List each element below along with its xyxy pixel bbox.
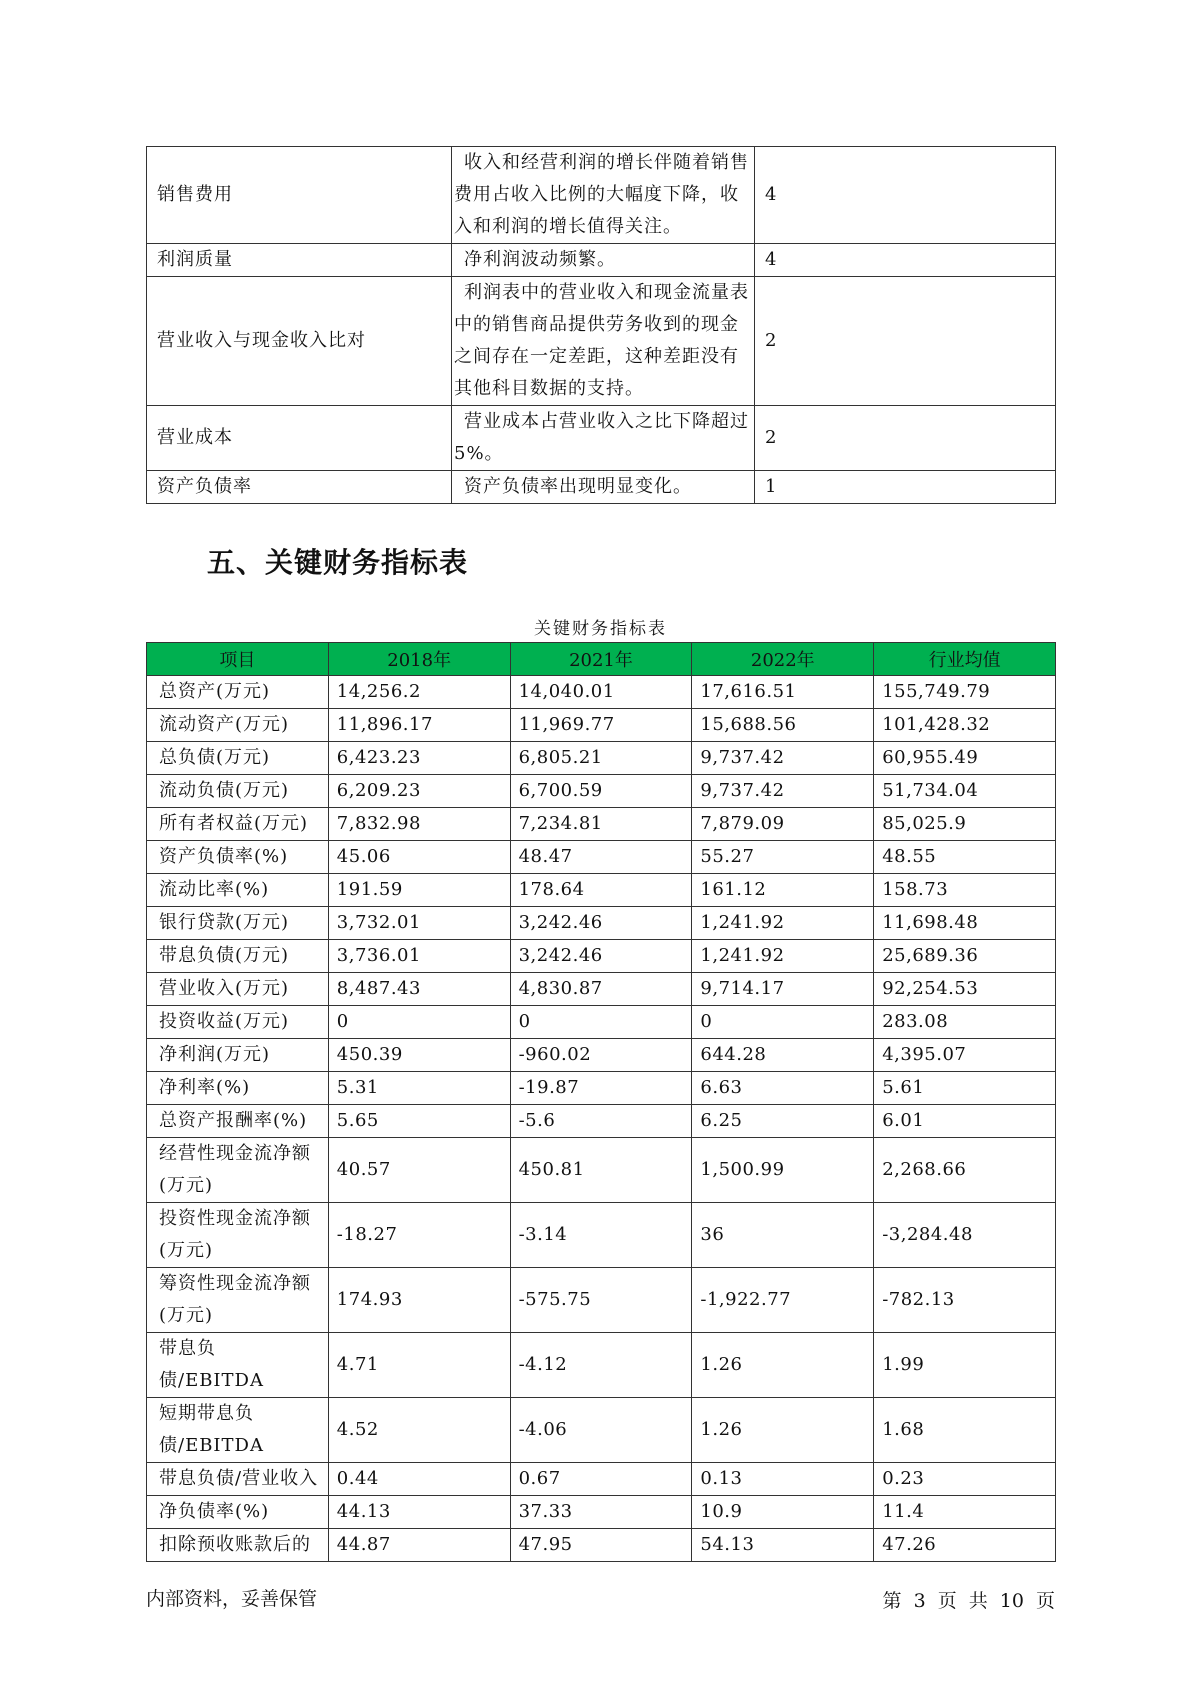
value-cell: 4.71	[328, 1333, 510, 1398]
value-cell: 174.93	[328, 1268, 510, 1333]
row-label-cell: 带息负债/EBITDA	[147, 1333, 329, 1398]
row-label-cell: 净负债率(%)	[147, 1496, 329, 1529]
value-cell: -3,284.48	[874, 1203, 1056, 1268]
table-row	[147, 775, 1056, 808]
value-cell: 4,830.87	[510, 973, 692, 1006]
value-cell: -18.27	[328, 1203, 510, 1268]
table-row	[147, 808, 1056, 841]
row-label-cell: 总负债(万元)	[147, 742, 329, 775]
value-cell: 1.26	[692, 1333, 874, 1398]
risk-item-cell: 营业收入与现金收入比对	[147, 277, 452, 406]
value-cell: 644.28	[692, 1039, 874, 1072]
row-label-cell: 带息负债(万元)	[147, 940, 329, 973]
value-cell: 48.47	[510, 841, 692, 874]
value-cell: 11,896.17	[328, 709, 510, 742]
value-cell: 4.52	[328, 1398, 510, 1463]
risk-desc-cell: 营业成本占营业收入之比下降超过5%。	[452, 406, 755, 471]
value-cell: 9,714.17	[692, 973, 874, 1006]
value-cell: 7,879.09	[692, 808, 874, 841]
value-cell: 3,242.46	[510, 940, 692, 973]
risk-desc-cell: 净利润波动频繁。	[452, 244, 755, 277]
table-row	[147, 676, 1056, 709]
value-cell: 45.06	[328, 841, 510, 874]
value-cell: -19.87	[510, 1072, 692, 1105]
value-cell: 36	[692, 1203, 874, 1268]
value-cell: 450.39	[328, 1039, 510, 1072]
value-cell: 450.81	[510, 1138, 692, 1203]
risk-item-cell: 销售费用	[147, 147, 452, 244]
row-label-cell: 带息负债/营业收入	[147, 1463, 329, 1496]
value-cell: 44.13	[328, 1496, 510, 1529]
risk-item-cell: 资产负债率	[147, 471, 452, 504]
row-label-cell: 短期带息负债/EBITDA	[147, 1398, 329, 1463]
value-cell: 60,955.49	[874, 742, 1056, 775]
value-cell: 1,241.92	[692, 907, 874, 940]
value-cell: 6.01	[874, 1105, 1056, 1138]
value-cell: 9,737.42	[692, 742, 874, 775]
table-caption: 关键财务指标表	[534, 619, 667, 639]
value-cell: -4.06	[510, 1398, 692, 1463]
value-cell: 47.95	[510, 1529, 692, 1562]
value-cell: 158.73	[874, 874, 1056, 907]
value-cell: 101,428.32	[874, 709, 1056, 742]
value-cell: 1,500.99	[692, 1138, 874, 1203]
table-row	[147, 1039, 1056, 1072]
row-label-cell: 总资产报酬率(%)	[147, 1105, 329, 1138]
value-cell: 2,268.66	[874, 1138, 1056, 1203]
value-cell: 7,832.98	[328, 808, 510, 841]
value-cell: 40.57	[328, 1138, 510, 1203]
value-cell: 5.31	[328, 1072, 510, 1105]
row-label-cell: 经营性现金流净额(万元)	[147, 1138, 329, 1203]
table-row	[147, 147, 1056, 244]
value-cell: 6,209.23	[328, 775, 510, 808]
table-row	[147, 907, 1056, 940]
table-row	[147, 841, 1056, 874]
value-cell: 37.33	[510, 1496, 692, 1529]
table-row	[147, 277, 1056, 406]
footer-page-number: 第 3 页 共 10 页	[882, 1590, 1055, 1612]
table-row	[147, 1072, 1056, 1105]
risk-score-cell: 2	[755, 406, 1056, 471]
table-row	[147, 1463, 1056, 1496]
value-cell: 161.12	[692, 874, 874, 907]
table-row	[147, 1496, 1056, 1529]
row-label-cell: 投资收益(万元)	[147, 1006, 329, 1039]
value-cell: 1,241.92	[692, 940, 874, 973]
table-row	[147, 1006, 1056, 1039]
value-cell: 6,700.59	[510, 775, 692, 808]
value-cell: 0.13	[692, 1463, 874, 1496]
value-cell: 0.44	[328, 1463, 510, 1496]
value-cell: -782.13	[874, 1268, 1056, 1333]
value-cell: 1.26	[692, 1398, 874, 1463]
table-row	[147, 1105, 1056, 1138]
row-label-cell: 总资产(万元)	[147, 676, 329, 709]
value-cell: -575.75	[510, 1268, 692, 1333]
row-label-cell: 资产负债率(%)	[147, 841, 329, 874]
value-cell: 10.9	[692, 1496, 874, 1529]
value-cell: 6,805.21	[510, 742, 692, 775]
value-cell: 15,688.56	[692, 709, 874, 742]
value-cell: 92,254.53	[874, 973, 1056, 1006]
value-cell: 14,040.01	[510, 676, 692, 709]
value-cell: 9,737.42	[692, 775, 874, 808]
value-cell: 51,734.04	[874, 775, 1056, 808]
value-cell: 5.65	[328, 1105, 510, 1138]
value-cell: 8,487.43	[328, 973, 510, 1006]
financial-indicators-table	[146, 642, 1056, 1562]
row-label-cell: 流动资产(万元)	[147, 709, 329, 742]
value-cell: 25,689.36	[874, 940, 1056, 973]
table-row	[147, 940, 1056, 973]
risk-item-cell: 利润质量	[147, 244, 452, 277]
table-header-row	[147, 643, 1056, 676]
value-cell: 6,423.23	[328, 742, 510, 775]
value-cell: -4.12	[510, 1333, 692, 1398]
row-label-cell: 筹资性现金流净额(万元)	[147, 1268, 329, 1333]
row-label-cell: 银行贷款(万元)	[147, 907, 329, 940]
value-cell: 6.63	[692, 1072, 874, 1105]
value-cell: 47.26	[874, 1529, 1056, 1562]
footer-confidential-note: 内部资料，妥善保管	[146, 1588, 318, 1610]
row-label-cell: 流动比率(%)	[147, 874, 329, 907]
row-label-cell: 营业收入(万元)	[147, 973, 329, 1006]
value-cell: 44.87	[328, 1529, 510, 1562]
section-heading: 五、关键财务指标表	[207, 546, 469, 579]
value-cell: 0.67	[510, 1463, 692, 1496]
table-row	[147, 1398, 1056, 1463]
table-row	[147, 973, 1056, 1006]
risk-desc-cell: 利润表中的营业收入和现金流量表中的销售商品提供劳务收到的现金之间存在一定差距，这种差距没有其他科目数据的支持。	[452, 277, 755, 406]
value-cell: 7,234.81	[510, 808, 692, 841]
column-header: 2018年	[328, 643, 510, 676]
risk-score-cell: 4	[755, 147, 1056, 244]
risk-item-cell: 营业成本	[147, 406, 452, 471]
value-cell: 11,969.77	[510, 709, 692, 742]
value-cell: 3,242.46	[510, 907, 692, 940]
table-row	[147, 1333, 1056, 1398]
risk-desc-cell: 收入和经营利润的增长伴随着销售费用占收入比例的大幅度下降，收入和利润的增长值得关注。	[452, 147, 755, 244]
risk-factor-table	[146, 146, 1056, 504]
value-cell: -3.14	[510, 1203, 692, 1268]
value-cell: 1.68	[874, 1398, 1056, 1463]
risk-score-cell: 2	[755, 277, 1056, 406]
value-cell: -5.6	[510, 1105, 692, 1138]
table-row	[147, 1138, 1056, 1203]
value-cell: 5.61	[874, 1072, 1056, 1105]
risk-score-cell: 1	[755, 471, 1056, 504]
value-cell: 0	[692, 1006, 874, 1039]
row-label-cell: 流动负债(万元)	[147, 775, 329, 808]
value-cell: -960.02	[510, 1039, 692, 1072]
table-row	[147, 1268, 1056, 1333]
value-cell: 14,256.2	[328, 676, 510, 709]
table-row	[147, 742, 1056, 775]
table-row	[147, 1203, 1056, 1268]
value-cell: 0.23	[874, 1463, 1056, 1496]
value-cell: 48.55	[874, 841, 1056, 874]
value-cell: 0	[328, 1006, 510, 1039]
table-row	[147, 709, 1056, 742]
column-header: 2021年	[510, 643, 692, 676]
value-cell: 191.59	[328, 874, 510, 907]
value-cell: 0	[510, 1006, 692, 1039]
row-label-cell: 净利率(%)	[147, 1072, 329, 1105]
column-header: 行业均值	[874, 643, 1056, 676]
value-cell: 85,025.9	[874, 808, 1056, 841]
risk-desc-cell: 资产负债率出现明显变化。	[452, 471, 755, 504]
value-cell: 3,736.01	[328, 940, 510, 973]
value-cell: 55.27	[692, 841, 874, 874]
risk-score-cell: 4	[755, 244, 1056, 277]
table-row	[147, 1529, 1056, 1562]
value-cell: 54.13	[692, 1529, 874, 1562]
row-label-cell: 投资性现金流净额(万元)	[147, 1203, 329, 1268]
row-label-cell: 所有者权益(万元)	[147, 808, 329, 841]
value-cell: 11,698.48	[874, 907, 1056, 940]
column-header: 项目	[147, 643, 329, 676]
value-cell: 155,749.79	[874, 676, 1056, 709]
value-cell: 4,395.07	[874, 1039, 1056, 1072]
value-cell: 6.25	[692, 1105, 874, 1138]
table-row	[147, 406, 1056, 471]
value-cell: 178.64	[510, 874, 692, 907]
value-cell: -1,922.77	[692, 1268, 874, 1333]
value-cell: 11.4	[874, 1496, 1056, 1529]
table-row	[147, 471, 1056, 504]
table-row	[147, 244, 1056, 277]
table-row	[147, 874, 1056, 907]
row-label-cell: 净利润(万元)	[147, 1039, 329, 1072]
column-header: 2022年	[692, 643, 874, 676]
value-cell: 17,616.51	[692, 676, 874, 709]
value-cell: 1.99	[874, 1333, 1056, 1398]
row-label-cell: 扣除预收账款后的	[147, 1529, 329, 1562]
value-cell: 3,732.01	[328, 907, 510, 940]
value-cell: 283.08	[874, 1006, 1056, 1039]
